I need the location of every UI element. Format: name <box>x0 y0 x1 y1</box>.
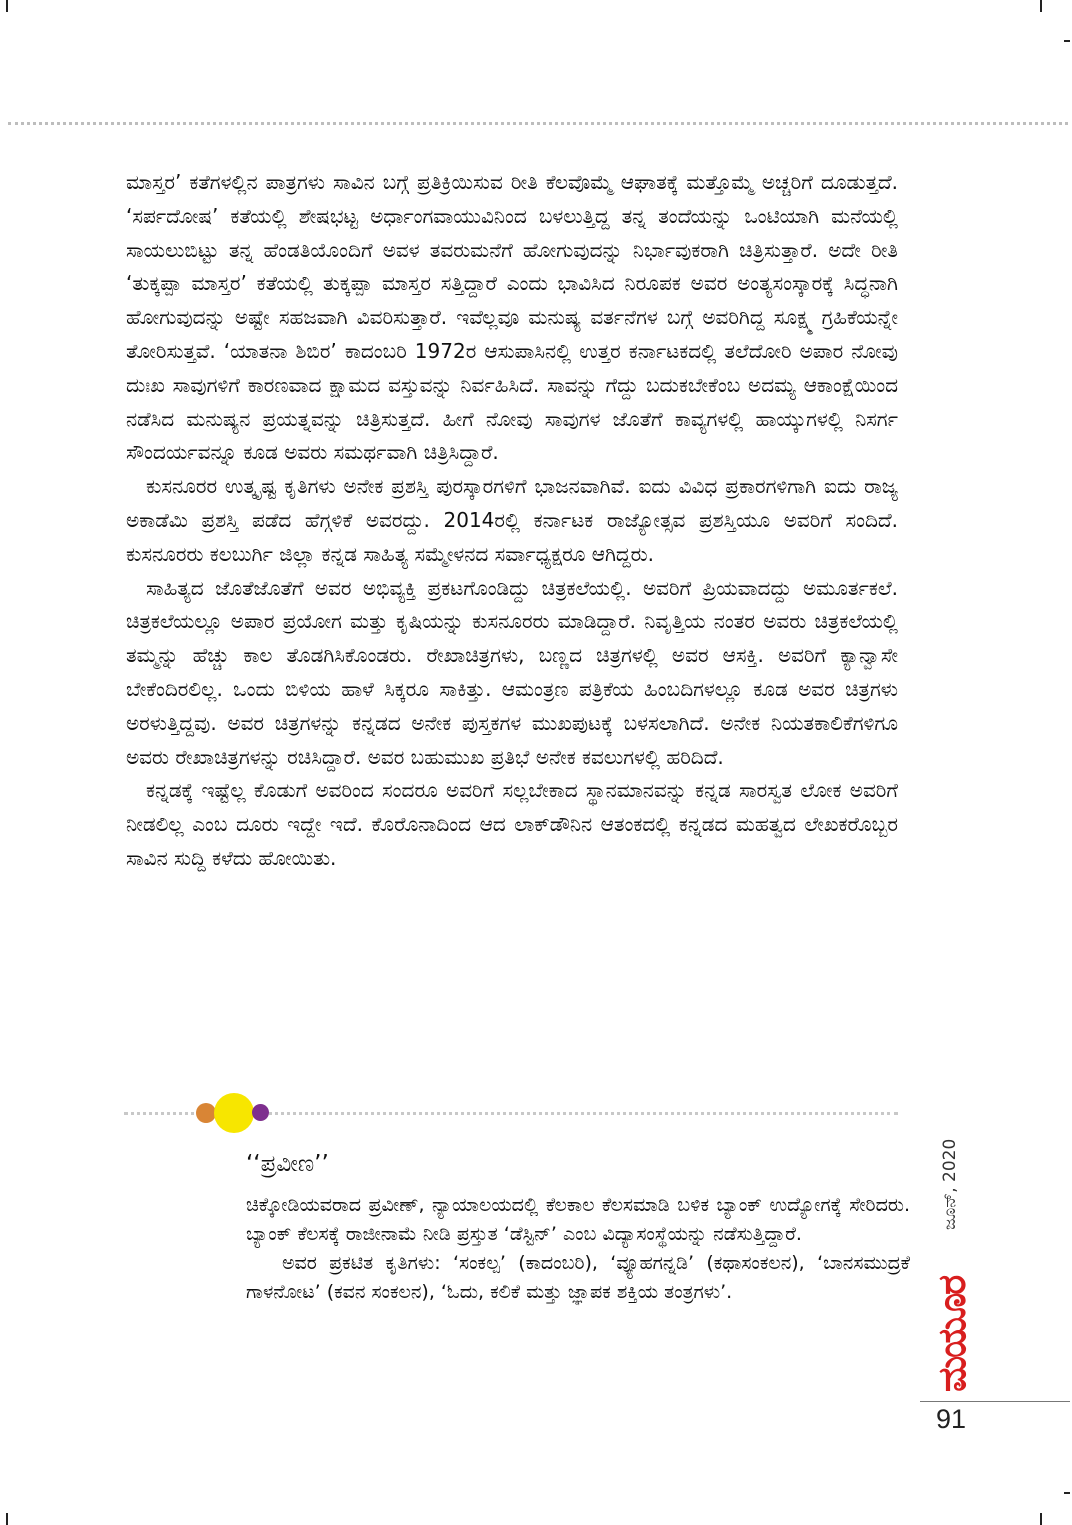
decorative-dot-yellow <box>214 1093 254 1133</box>
author-bio-paragraph: ಚಿಕ್ಕೋಡಿಯವರಾದ ಪ್ರವೀಣ್, ನ್ಯಾಯಾಲಯದಲ್ಲಿ ಕೆಲಕಾಲ ಕೆಲಸಮಾಡಿ ಬಳಿಕ ಬ್ಯಾಂಕ್ ಉದ್ಯೋಗಕ್ಕೆ ಸೇರಿದರು. ಬ್ಯಾಂಕ್ ಕೆಲಸಕ್ಕೆ ರಾಜೀನಾಮೆ ನೀಡಿ ಪ್ರಸ್ತುತ ‘ಡೆಸ್ಟಿನ್’ ಎಂಬ ವಿದ್ಯಾಸಂಸ್ಥೆಯನ್ನು ನಡೆಸುತ್ತಿದ್ದಾರೆ. <box>246 1194 910 1245</box>
article-paragraph: ಕನ್ನಡಕ್ಕೆ ಇಷ್ಟೆಲ್ಲ ಕೊಡುಗೆ ಅವರಿಂದ ಸಂದರೂ ಅವರಿಗೆ ಸಲ್ಲಬೇಕಾದ ಸ್ಥಾನಮಾನವನ್ನು ಕನ್ನಡ ಸಾರಸ್ವತ ಲೋಕ ಅವರಿಗೆ ನೀಡಲಿಲ್ಲ ಎಂಬ ದೂರು ಇದ್ದೇ ಇದೆ. ಕೊರೊನಾದಿಂದ ಆದ ಲಾಕ್‌ಡೌನಿನ ಆತಂಕದಲ್ಲಿ ಕನ್ನಡದ ಮಹತ್ವದ ಲೇಖಕರೊಬ್ಬರ ಸಾವಿನ ಸುದ್ದಿ ಕಳೆದು ಹೋಯಿತು. <box>126 778 898 870</box>
crop-mark-right-lower <box>1064 1492 1070 1494</box>
magazine-logo: ಮಯೂರ <box>930 1276 974 1392</box>
crop-mark-top-right <box>1040 0 1042 12</box>
crop-mark-right-upper <box>1064 40 1070 42</box>
crop-mark-bottom-left <box>6 1513 8 1525</box>
decorative-dot-orange <box>196 1103 216 1123</box>
page-number-rule <box>920 1401 1070 1402</box>
article-paragraph: ಮಾಸ್ತರ’ ಕತೆಗಳಲ್ಲಿನ ಪಾತ್ರಗಳು ಸಾವಿನ ಬಗ್ಗೆ ಪ್ರತಿಕ್ರಿಯಿಸುವ ರೀತಿ ಕೆಲವೊಮ್ಮೆ ಆಘಾತಕ್ಕೆ ಮತ್ತೊಮ್ಮೆ ಅಚ್ಚರಿಗೆ ದೂಡುತ್ತದೆ. ‘ಸರ್ಪದೋಷ’ ಕತೆಯಲ್ಲಿ ಶೇಷಭಟ್ಟ ಅರ್ಧಾಂಗವಾಯುವಿನಿಂದ ಬಳಲುತ್ತಿದ್ದ ತನ್ನ ತಂದೆಯನ್ನು ಒಂಟಿಯಾಗಿ ಮನೆಯಲ್ಲಿ ಸಾಯಲುಬಿಟ್ಟು ತನ್ನ ಹೆಂಡತಿಯೊಂದಿಗೆ ಅವಳ ತವರುಮನೆಗೆ ಹೋಗುವುದನ್ನು ನಿರ್ಭಾವುಕರಾಗಿ ಚಿತ್ರಿಸುತ್ತಾರೆ. ಅದೇ ರೀತಿ ‘ತುಕ್ಕಪ್ಪಾ ಮಾಸ್ತರ’ ಕತೆಯಲ್ಲಿ ತುಕ್ಕಪ್ಪಾ ಮಾಸ್ತರ ಸತ್ತಿದ್ದಾರೆ ಎಂದು ಭಾವಿಸಿದ ನಿರೂಪಕ ಅವರ ಅಂತ್ಯಸಂಸ್ಕಾರಕ್ಕೆ ಸಿದ್ಧನಾಗಿ ಹೋಗುವುದನ್ನು ಅಷ್ಟೇ ಸಹಜವಾಗಿ ವಿವರಿಸುತ್ತಾರೆ. ಇವೆಲ್ಲವೂ ಮನುಷ್ಯ ವರ್ತನೆಗಳ ಬಗ್ಗೆ ಅವರಿಗಿದ್ದ ಸೂಕ್ಷ್ಮ ಗ್ರಹಿಕೆಯನ್ನೇ ತೋರಿಸುತ್ತವೆ. ‘ಯಾತನಾ ಶಿಬಿರ’ ಕಾದಂಬರಿ 1972ರ ಆಸುಪಾಸಿನಲ್ಲಿ ಉತ್ತರ ಕರ್ನಾಟಕದಲ್ಲಿ ತಲೆದೋರಿ ಅಪಾರ ನೋವು ದುಃಖ ಸಾವುಗಳಿಗೆ ಕಾರಣವಾದ ಕ್ಷಾಮದ ವಸ್ತುವನ್ನು ನಿರ್ವಹಿಸಿದೆ. ಸಾವನ್ನು ಗೆದ್ದು ಬದುಕಬೇಕೆಂಬ ಅದಮ್ಯ ಆಕಾಂಕ್ಷೆಯಿಂದ ನಡೆಸಿದ ಮನುಷ್ಯನ ಪ್ರಯತ್ನವನ್ನು ಚಿತ್ರಿಸುತ್ತದೆ. ಹೀಗೆ ನೋವು ಸಾವುಗಳ ಜೊತೆಗೆ ಕಾವ್ಯಗಳಲ್ಲಿ ಹಾಯ್ಕುಗಳಲ್ಲಿ ನಿಸರ್ಗ ಸೌಂದರ್ಯವನ್ನೂ ಕೂಡ ಅವರು ಸಮರ್ಥವಾಗಿ ಚಿತ್ರಿಸಿದ್ದಾರೆ. <box>126 170 898 465</box>
article-body <box>126 166 898 876</box>
author-bio <box>246 1150 910 1307</box>
author-bio-works: ಅವರ ಪ್ರಕಟಿತ ಕೃತಿಗಳು: ‘ಸಂಕಲ್ಪ’ (ಕಾದಂಬರಿ), ‘ವ್ಯೂಹಗನ್ನಡಿ’ (ಕಥಾಸಂಕಲನ), ‘ಬಾನಸಮುದ್ರಕೆ ಗಾಳನೋಟ’ (ಕವನ ಸಂಕಲನ), ‘ಓದು, ಕಲಿಕೆ ಮತ್ತು ಜ್ಞಾಪಕ ಶಕ್ತಿಯ ತಂತ್ರಗಳು’. <box>246 1252 910 1303</box>
author-bio-title: ‘‘ಪ್ರವೀಣ’’ <box>246 1151 329 1177</box>
header-dotted-rule <box>8 122 1068 125</box>
issue-date: ಜೂನ್, 2020 <box>940 1138 960 1230</box>
article-paragraph: ಕುಸನೂರರ ಉತ್ಕೃಷ್ಟ ಕೃತಿಗಳು ಅನೇಕ ಪ್ರಶಸ್ತಿ ಪುರಸ್ಕಾರಗಳಿಗೆ ಭಾಜನವಾಗಿವೆ. ಐದು ವಿವಿಧ ಪ್ರಕಾರಗಳಿಗಾಗಿ ಐದು ರಾಜ್ಯ ಅಕಾಡೆಮಿ ಪ್ರಶಸ್ತಿ ಪಡೆದ ಹೆಗ್ಗಳಿಕೆ ಅವರದ್ದು. 2014ರಲ್ಲಿ ಕರ್ನಾಟಕ ರಾಜ್ಯೋತ್ಸವ ಪ್ರಶಸ್ತಿಯೂ ಅವರಿಗೆ ಸಂದಿದೆ. ಕುಸನೂರರು ಕಲಬುರ್ಗಿ ಜಿಲ್ಲಾ ಕನ್ನಡ ಸಾಹಿತ್ಯ ಸಮ್ಮೇಳನದ ಸರ್ವಾಧ್ಯಕ್ಷರೂ ಆಗಿದ್ದರು. <box>126 474 898 566</box>
page-number: 91 <box>936 1404 967 1434</box>
decorative-dot-purple <box>252 1104 269 1121</box>
crop-mark-top-left <box>6 0 8 12</box>
crop-mark-bottom-right <box>1040 1513 1042 1525</box>
article-paragraph: ಸಾಹಿತ್ಯದ ಜೊತೆಜೊತೆಗೆ ಅವರ ಅಭಿವ್ಯಕ್ತಿ ಪ್ರಕಟಗೊಂಡಿದ್ದು ಚಿತ್ರಕಲೆಯಲ್ಲಿ. ಅವರಿಗೆ ಪ್ರಿಯವಾದದ್ದು ಅಮೂರ್ತಕಲೆ. ಚಿತ್ರಕಲೆಯಲ್ಲೂ ಅಪಾರ ಪ್ರಯೋಗ ಮತ್ತು ಕೃಷಿಯನ್ನು ಕುಸನೂರರು ಮಾಡಿದ್ದಾರೆ. ನಿವೃತ್ತಿಯ ನಂತರ ಅವರು ಚಿತ್ರಕಲೆಯಲ್ಲಿ ತಮ್ಮನ್ನು ಹೆಚ್ಚು ಕಾಲ ತೊಡಗಿಸಿಕೊಂಡರು. ರೇಖಾಚಿತ್ರಗಳು, ಬಣ್ಣದ ಚಿತ್ರಗಳಲ್ಲಿ ಅವರ ಆಸಕ್ತಿ. ಅವರಿಗೆ ಕ್ಯಾನ್ವಾಸೇ ಬೇಕೆಂದಿರಲಿಲ್ಲ. ಒಂದು ಬಿಳಿಯ ಹಾಳೆ ಸಿಕ್ಕರೂ ಸಾಕಿತ್ತು. ಆಮಂತ್ರಣ ಪತ್ರಿಕೆಯ ಹಿಂಬದಿಗಳಲ್ಲೂ ಕೂಡ ಅವರ ಚಿತ್ರಗಳು ಅರಳುತ್ತಿದ್ದವು. ಅವರ ಚಿತ್ರಗಳನ್ನು ಕನ್ನಡದ ಅನೇಕ ಪುಸ್ತಕಗಳ ಮುಖಪುಟಕ್ಕೆ ಬಳಸಲಾಗಿದೆ. ಅನೇಕ ನಿಯತಕಾಲಿಕೆಗಳಿಗೂ ಅವರು ರೇಖಾಚಿತ್ರಗಳನ್ನು ರಚಿಸಿದ್ದಾರೆ. ಅವರ ಬಹುಮುಖ ಪ್ರತಿಭೆ ಅನೇಕ ಕವಲುಗಳಲ್ಲಿ ಹರಿದಿದೆ. <box>126 575 898 769</box>
